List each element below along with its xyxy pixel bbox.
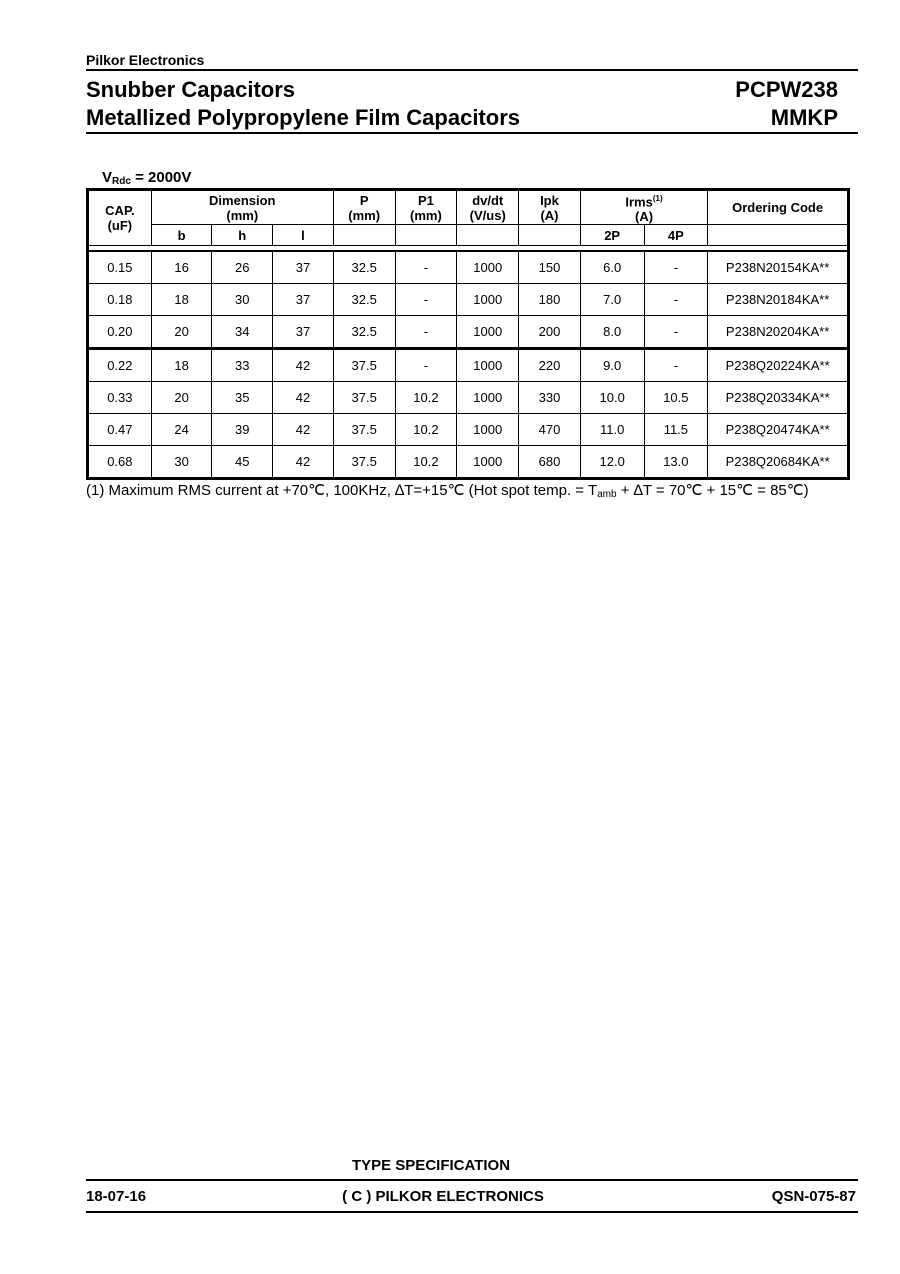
cell-dim-b: 16	[151, 251, 212, 284]
cell-dim-l: 42	[273, 414, 334, 446]
cell-dim-h: 30	[212, 284, 273, 316]
cell-dvdt: 1000	[457, 284, 519, 316]
cell-dim-h: 45	[212, 446, 273, 479]
cell-irms-4p: -	[644, 251, 708, 284]
header-dimension: Dimension (mm)	[151, 190, 333, 225]
footer-title: TYPE SPECIFICATION	[351, 1157, 511, 1174]
header-ordering-code: Ordering Code	[708, 190, 849, 225]
cell-pitch-p: 32.5	[333, 251, 395, 284]
cell-dim-h: 35	[212, 382, 273, 414]
cell-dim-b: 30	[151, 446, 212, 479]
cell-dim-h: 34	[212, 316, 273, 349]
cell-cap: 0.18	[88, 284, 152, 316]
header-rule-bottom	[86, 132, 858, 134]
header-b: b	[151, 225, 212, 246]
cell-ipk: 470	[519, 414, 581, 446]
header-cap: CAP. (uF)	[88, 190, 152, 246]
cell-irms-4p: 13.0	[644, 446, 708, 479]
table-row	[88, 382, 849, 414]
cell-pitch-p1: 10.2	[395, 446, 457, 479]
cell-cap: 0.33	[88, 382, 152, 414]
table-row	[88, 251, 849, 284]
header-dvdt: dv/dt (V/us)	[457, 190, 519, 225]
cell-ordering-code: P238Q20684KA**	[708, 446, 849, 479]
cell-dvdt: 1000	[457, 316, 519, 349]
cell-cap: 0.15	[88, 251, 152, 284]
cell-ordering-code: P238Q20474KA**	[708, 414, 849, 446]
cell-pitch-p: 37.5	[333, 414, 395, 446]
cell-ipk: 330	[519, 382, 581, 414]
cell-irms-4p: 10.5	[644, 382, 708, 414]
table-row	[88, 349, 849, 382]
cell-dim-h: 33	[212, 349, 273, 382]
header-4p: 4P	[644, 225, 708, 246]
table-row	[88, 414, 849, 446]
cell-dim-l: 37	[273, 284, 334, 316]
cell-pitch-p1: 10.2	[395, 414, 457, 446]
header-2p: 2P	[580, 225, 644, 246]
cell-dvdt: 1000	[457, 446, 519, 479]
cell-irms-2p: 9.0	[580, 349, 644, 382]
header-ipk: Ipk (A)	[519, 190, 581, 225]
footnote-subscript: amb	[597, 489, 617, 500]
cell-pitch-p1: 10.2	[395, 382, 457, 414]
cell-dim-b: 18	[151, 349, 212, 382]
footer-copyright: ( C ) PILKOR ELECTRONICS	[342, 1188, 544, 1205]
cell-dvdt: 1000	[457, 382, 519, 414]
header-p1: P1 (mm)	[395, 190, 457, 225]
cell-ipk: 220	[519, 349, 581, 382]
cell-dim-h: 26	[212, 251, 273, 284]
cell-ipk: 680	[519, 446, 581, 479]
header-p-blank	[333, 225, 395, 246]
cell-irms-4p: -	[644, 316, 708, 349]
cell-cap: 0.68	[88, 446, 152, 479]
cell-irms-2p: 7.0	[580, 284, 644, 316]
voltage-symbol: V	[102, 169, 113, 186]
header-dvdt-blank	[457, 225, 519, 246]
header-rule-top	[86, 69, 858, 71]
cell-pitch-p1: -	[395, 251, 457, 284]
header-h: h	[212, 225, 273, 246]
header-p: P (mm)	[333, 190, 395, 225]
cell-irms-4p: -	[644, 349, 708, 382]
cell-pitch-p1: -	[395, 349, 457, 382]
cell-irms-4p: 11.5	[644, 414, 708, 446]
cell-dvdt: 1000	[457, 251, 519, 284]
cell-irms-4p: -	[644, 284, 708, 316]
footer-rule-bottom	[86, 1211, 858, 1213]
cell-irms-2p: 12.0	[580, 446, 644, 479]
cell-irms-2p: 6.0	[580, 251, 644, 284]
cell-irms-2p: 10.0	[580, 382, 644, 414]
cell-dim-l: 42	[273, 382, 334, 414]
cell-ordering-code: P238N20184KA**	[708, 284, 849, 316]
rated-voltage	[102, 169, 191, 187]
cell-pitch-p1: -	[395, 284, 457, 316]
specification-table	[86, 188, 850, 480]
voltage-subscript: Rdc	[112, 176, 131, 187]
cell-dim-b: 20	[151, 382, 212, 414]
cell-cap: 0.22	[88, 349, 152, 382]
cell-ipk: 200	[519, 316, 581, 349]
cell-pitch-p: 37.5	[333, 446, 395, 479]
company-name: Pilkor Electronics	[86, 52, 205, 68]
cell-dim-b: 24	[151, 414, 212, 446]
cell-dvdt: 1000	[457, 349, 519, 382]
cell-dim-b: 20	[151, 316, 212, 349]
cell-irms-2p: 8.0	[580, 316, 644, 349]
cell-ordering-code: P238N20204KA**	[708, 316, 849, 349]
header-irms: Irms$^{(1)}$ (A)	[580, 190, 707, 225]
title-line-1: Snubber Capacitors	[86, 77, 296, 102]
cell-dvdt: 1000	[457, 414, 519, 446]
header-ordering-blank	[708, 225, 849, 246]
cell-pitch-p: 37.5	[333, 382, 395, 414]
table-row	[88, 446, 849, 479]
cell-dim-l: 42	[273, 349, 334, 382]
header-l: l	[273, 225, 334, 246]
header-ipk-blank	[519, 225, 581, 246]
table-row	[88, 284, 849, 316]
cell-ordering-code: P238Q20334KA**	[708, 382, 849, 414]
table-row	[88, 316, 849, 349]
product-code-line-1: PCPW238	[735, 77, 838, 102]
cell-dim-l: 37	[273, 251, 334, 284]
cell-pitch-p: 37.5	[333, 349, 395, 382]
footnote	[86, 481, 809, 500]
cell-ipk: 150	[519, 251, 581, 284]
header-p1-blank	[395, 225, 457, 246]
cell-pitch-p: 32.5	[333, 316, 395, 349]
product-code	[735, 76, 838, 132]
footer-doc-number: QSN-075-87	[771, 1188, 856, 1205]
specification-table-body	[88, 251, 849, 479]
footer-date: 18-07-16	[86, 1188, 147, 1205]
cell-dim-l: 42	[273, 446, 334, 479]
footnote-text-1: (1) Maximum RMS current at +70℃, 100KHz, ∆T=+15℃ (Hot spot temp. = T	[86, 482, 598, 499]
title-line-2: Metallized Polypropylene Film Capacitors	[86, 105, 520, 130]
cell-dim-b: 18	[151, 284, 212, 316]
footnote-text-2: + ∆T = 70℃ + 15℃ = 85℃)	[616, 482, 809, 499]
footer-rule-top	[86, 1179, 858, 1181]
cell-ipk: 180	[519, 284, 581, 316]
cell-ordering-code: P238Q20224KA**	[708, 349, 849, 382]
document-title	[86, 76, 520, 132]
cell-dim-h: 39	[212, 414, 273, 446]
cell-pitch-p: 32.5	[333, 284, 395, 316]
cell-cap: 0.47	[88, 414, 152, 446]
voltage-value: = 2000V	[130, 169, 192, 186]
product-code-line-2: MMKP	[770, 105, 838, 130]
cell-dim-l: 37	[273, 316, 334, 349]
cell-pitch-p1: -	[395, 316, 457, 349]
cell-ordering-code: P238N20154KA**	[708, 251, 849, 284]
cell-irms-2p: 11.0	[580, 414, 644, 446]
cell-cap: 0.20	[88, 316, 152, 349]
